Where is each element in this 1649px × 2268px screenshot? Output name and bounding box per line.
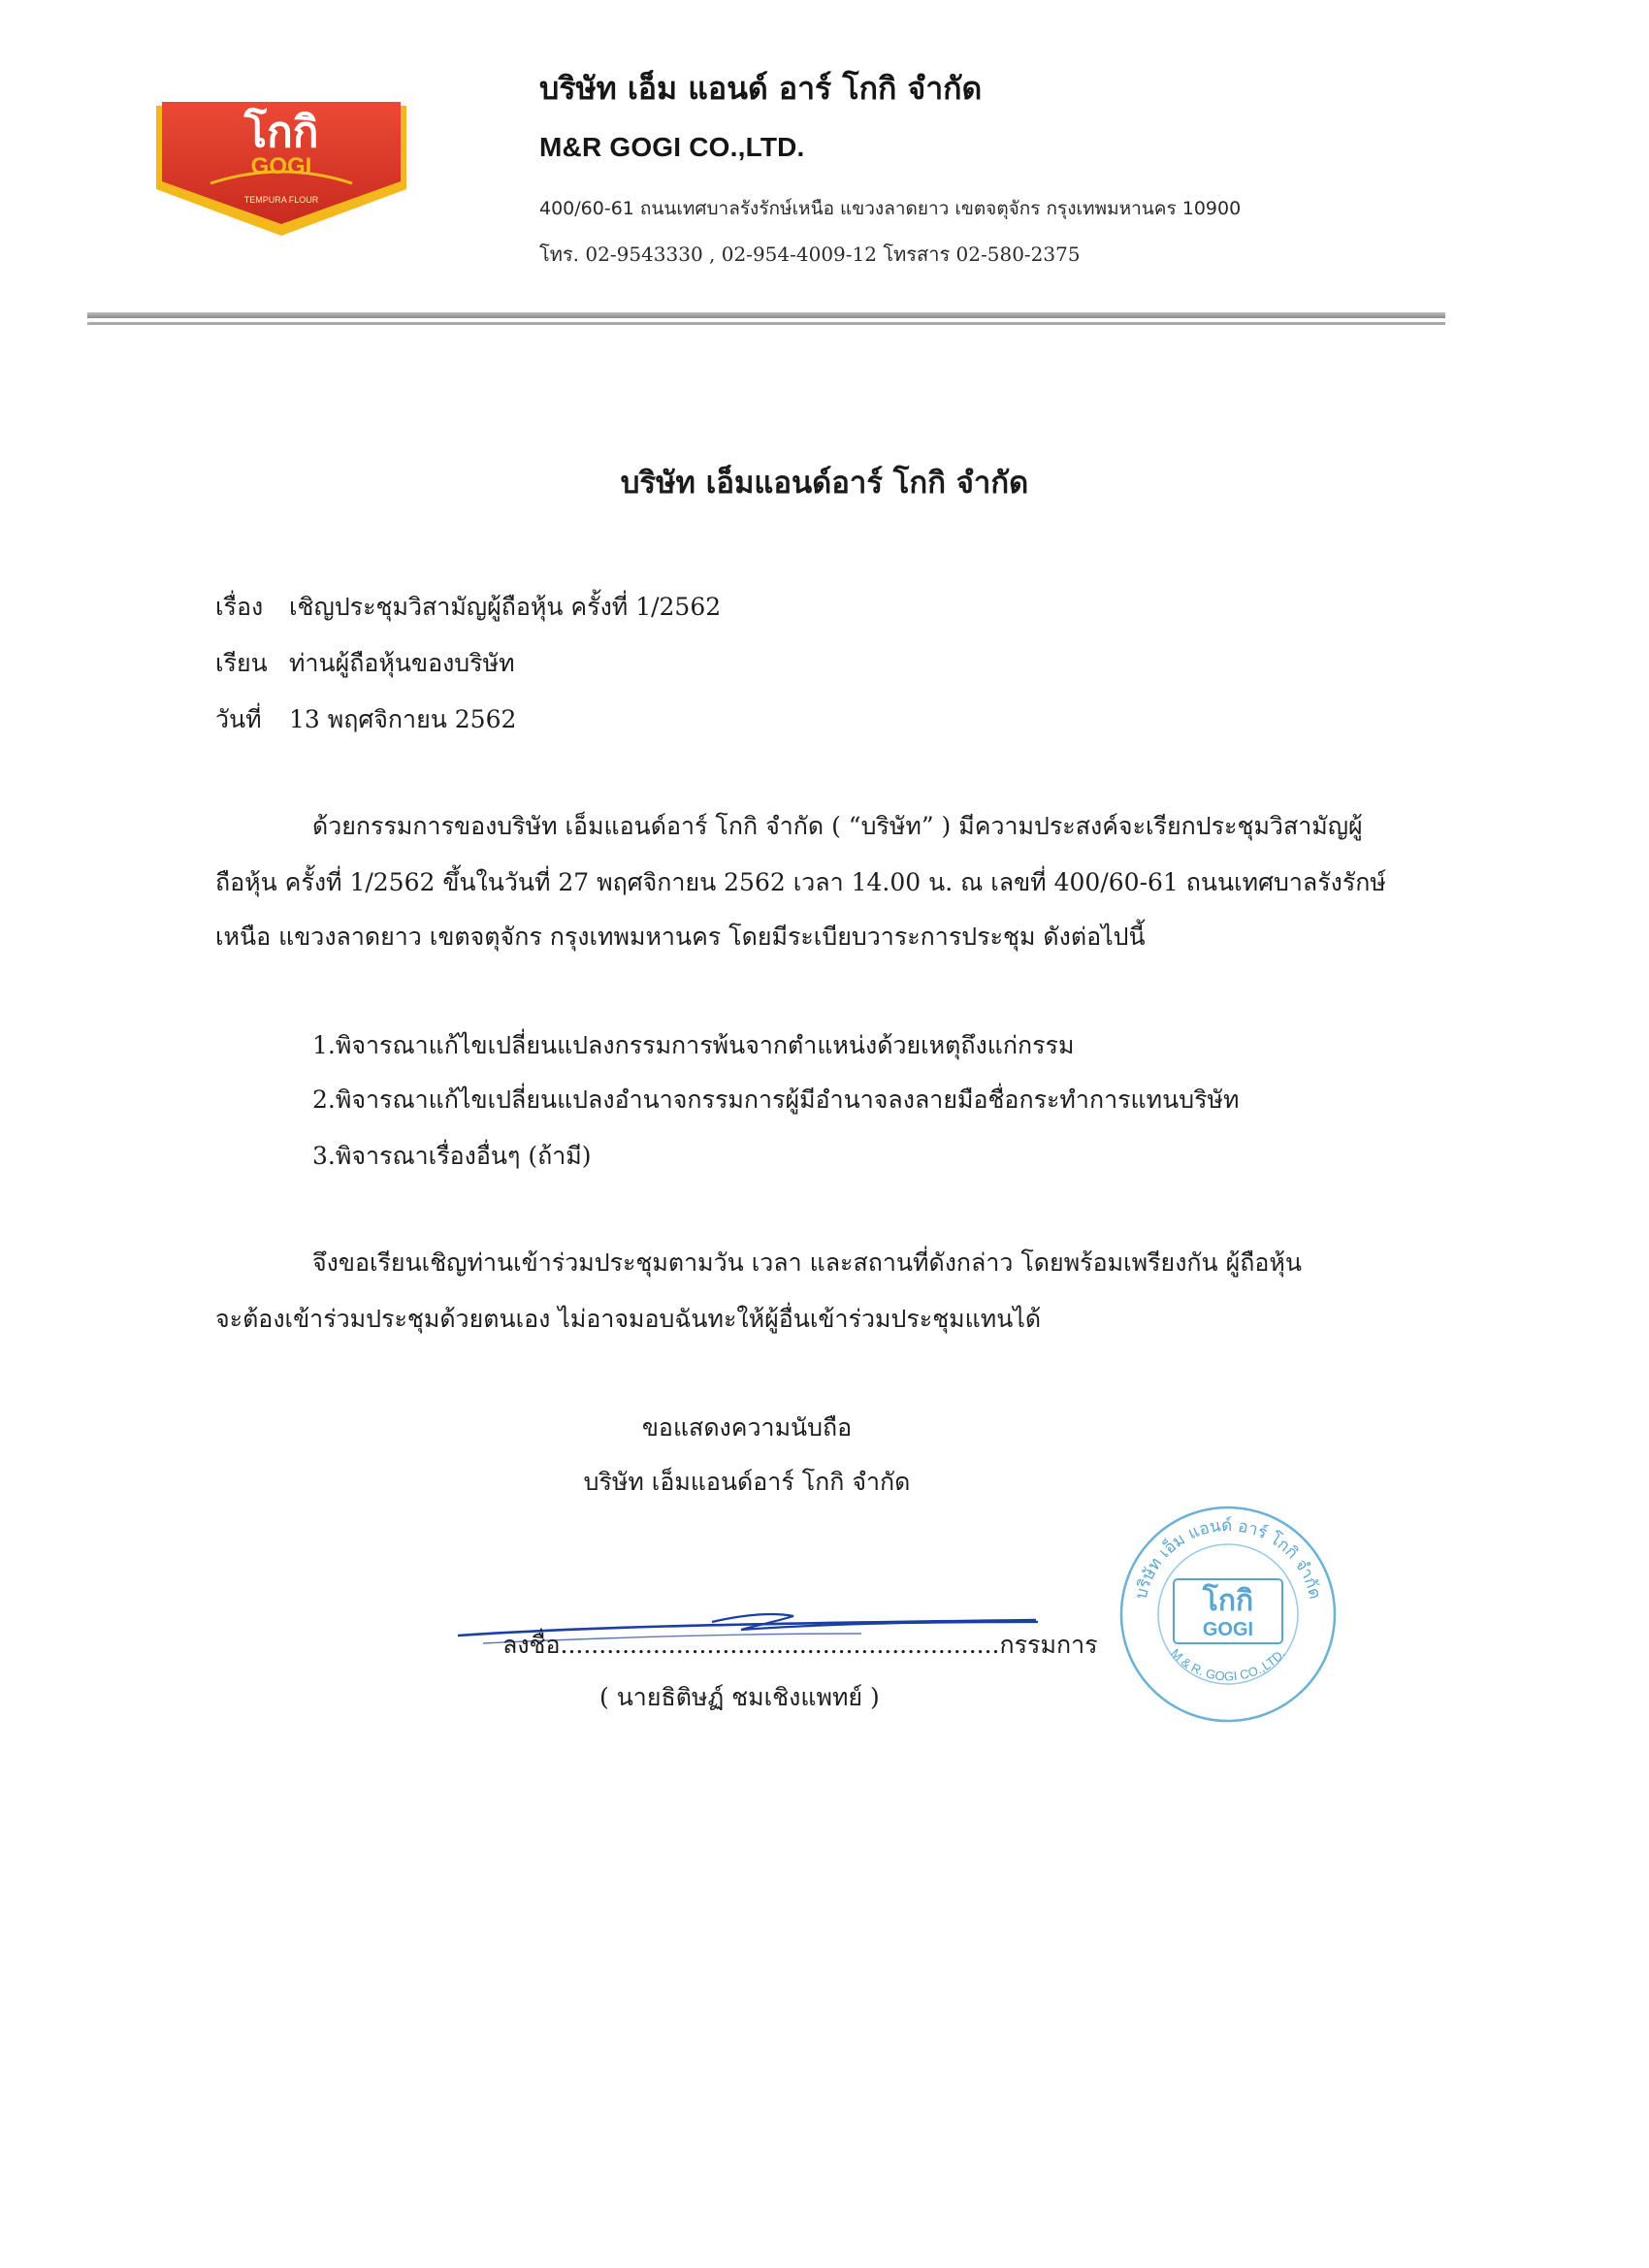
letter-title: บริษัท เอ็มแอนด์อาร์ โกกิ จำกัด — [620, 466, 1029, 501]
stamp-brand: GOGI — [1202, 1619, 1254, 1640]
company-address: 400/60-61 ถนนเทศบาลรังรักษ์เหนือ แขวงลาดยาว เขตจตุจักร กรุงเทพมหานคร 10900 — [539, 198, 1242, 219]
recipient-label: เรียน — [215, 649, 268, 677]
logo-brand-text: GOGI — [250, 153, 312, 179]
paragraph-line: เหนือ แขวงลาดยาว เขตจตุจักร กรุงเทพมหานคร โดยมีระเบียบวาระการประชุม ดังต่อไปนี้ — [215, 923, 1146, 951]
company-phone: โทร. 02-9543330 , 02-954-4009-12 โทรสาร 02-580-2375 — [539, 243, 1081, 266]
company-stamp — [1116, 1502, 1341, 1727]
closing-salutation: ขอแสดงความนับถือ — [641, 1413, 853, 1442]
paragraph-line: ด้วยกรรมการของบริษัท เอ็มแอนด์อาร์ โกกิ จำกัด ( “บริษัท” ) มีความประสงค์จะเรียกประชุมวิสามัญผู้ — [312, 812, 1363, 840]
recipient-text: ท่านผู้ถือหุ้นของบริษัท — [289, 649, 515, 677]
signature-line: ลงชื่อ.........................................................กรรมการ — [502, 1631, 1098, 1659]
stamp-ring-text: บริษัท เอ็ม แอนด์ อาร์ โกกิ จำกัด — [1131, 1515, 1325, 1602]
paragraph-line: จึงขอเรียนเชิญท่านเข้าร่วมประชุมตามวัน เวลา และสถานที่ดังกล่าว โดยพร้อมเพรียงกัน ผู้ถือหุ้น — [312, 1248, 1302, 1277]
header-divider-secondary — [87, 322, 1445, 325]
subject-label: เรื่อง — [215, 593, 264, 621]
date-label: วันที่ — [215, 705, 262, 733]
stamp-thai-logo: โกกิ — [1202, 1584, 1254, 1618]
company-name-thai: บริษัท เอ็ม แอนด์ อาร์ โกกิ จำกัด — [539, 70, 983, 107]
agenda-item: 3.พิจารณาเรื่องอื่นๆ (ถ้ามี) — [312, 1142, 592, 1170]
logo-tagline: TEMPURA FLOUR — [243, 195, 319, 205]
closing-company: บริษัท เอ็มแอนด์อาร์ โกกิ จำกัด — [583, 1468, 911, 1496]
company-name-english: M&R GOGI CO.,LTD. — [539, 132, 805, 162]
signer-name: ( นายธิติษฏ์ ชมเชิงแพทย์ ) — [599, 1683, 880, 1711]
stamp-ring-text-english: M & R. GOGI CO.,LTD. — [1168, 1645, 1288, 1684]
paragraph-line: ถือหุ้น ครั้งที่ 1/2562 ขึ้นในวันที่ 27 พฤศจิกายน 2562 เวลา 14.00 น. ณ เลขที่ 400/60-61 ถนนเทศบาลรังรักษ์ — [215, 868, 1386, 896]
gogi-logo — [152, 100, 410, 240]
logo-thai-text: โกกิ — [243, 108, 319, 157]
date-text: 13 พฤศจิกายน 2562 — [289, 705, 517, 733]
subject-text: เชิญประชุมวิสามัญผู้ถือหุ้น ครั้งที่ 1/2562 — [289, 593, 722, 621]
paragraph-line: จะต้องเข้าร่วมประชุมด้วยตนเอง ไม่อาจมอบฉันทะให้ผู้อื่นเข้าร่วมประชุมแทนได้ — [215, 1305, 1042, 1333]
agenda-item: 2.พิจารณาแก้ไขเปลี่ยนแปลงอำนาจกรรมการผู้มีอำนาจลงลายมือชื่อกระทำการแทนบริษัท — [312, 1085, 1240, 1114]
header-divider — [87, 312, 1445, 318]
agenda-item: 1.พิจารณาแก้ไขเปลี่ยนแปลงกรรมการพ้นจากตำแหน่งด้วยเหตุถึงแก่กรรม — [312, 1031, 1075, 1059]
